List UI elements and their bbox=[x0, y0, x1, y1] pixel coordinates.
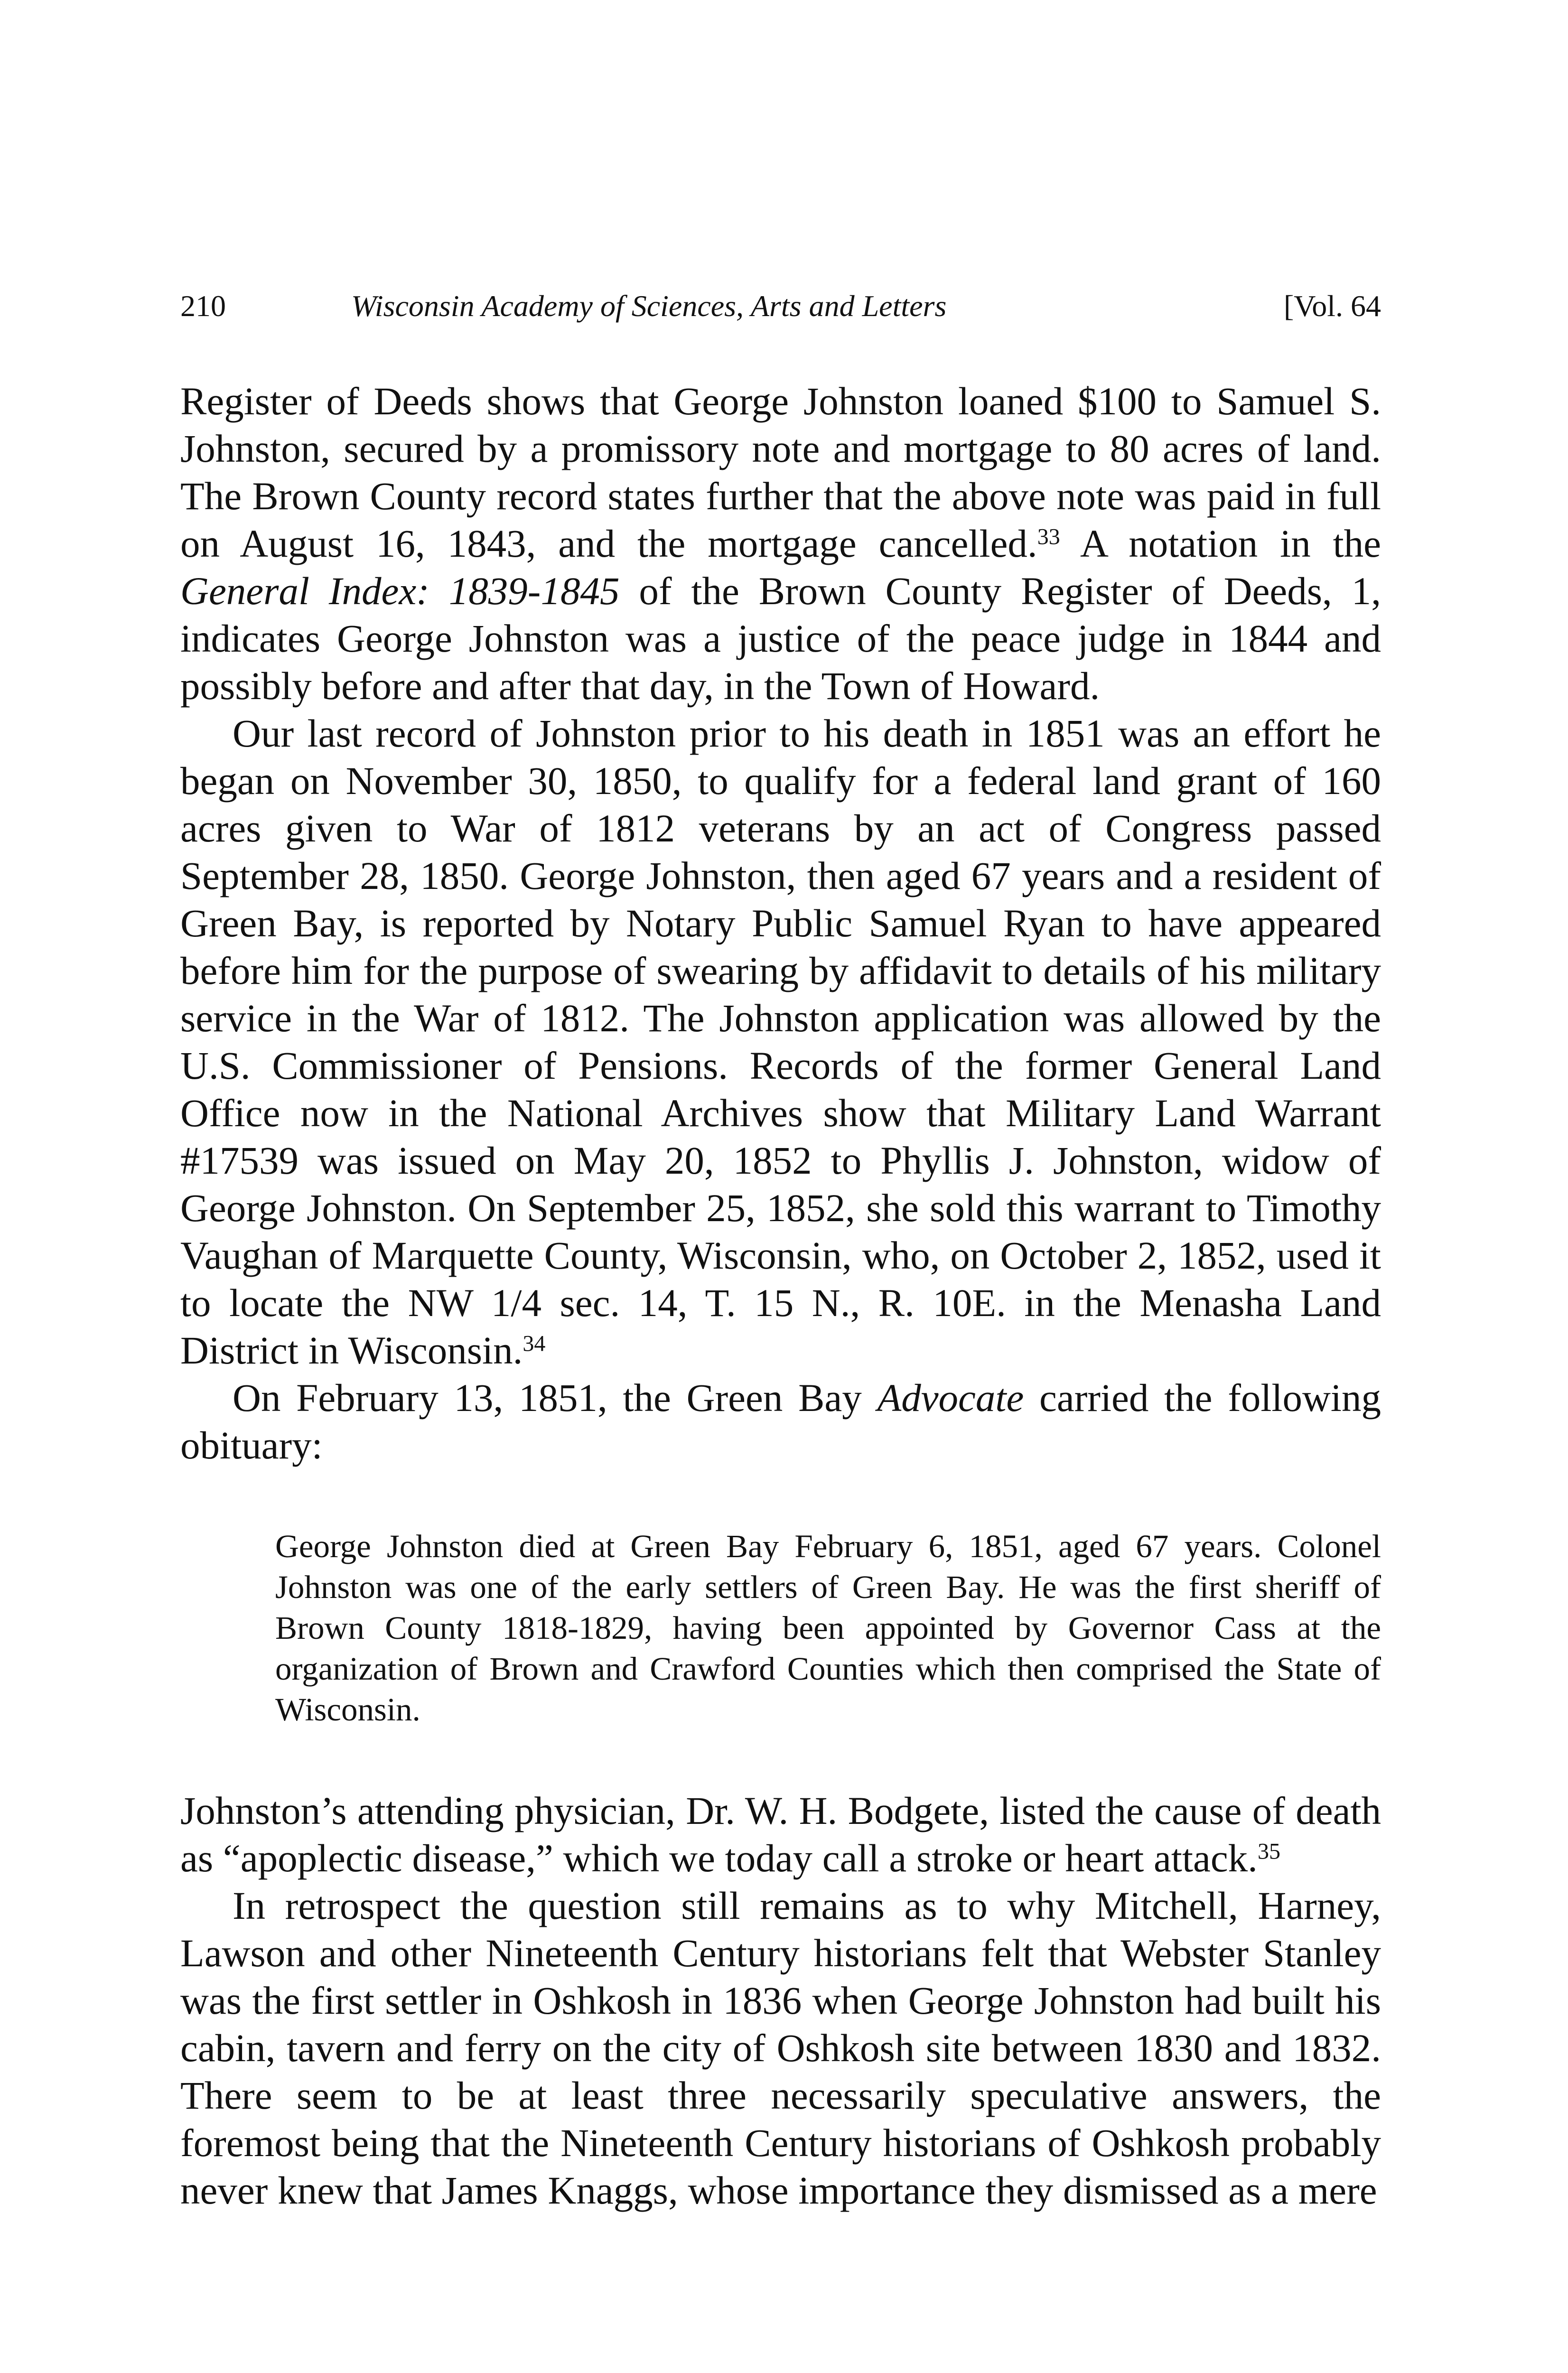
article-body bbox=[180, 377, 1381, 2214]
paragraph-land-grant bbox=[180, 710, 1381, 1374]
paragraph-text: A notation in the bbox=[1060, 522, 1381, 565]
footnote-marker-33: 33 bbox=[1037, 524, 1060, 550]
paragraph-obituary-intro bbox=[180, 1374, 1381, 1469]
paragraph-text: of the Brown County Register of Deeds, 1, indicates George Johnston was a justice of the peace judge in 1844 and possibly before and after that day, in the Town of Howard. bbox=[180, 569, 1381, 708]
paragraph-cause-of-death bbox=[180, 1787, 1381, 1882]
paragraph-retrospect: In retrospect the question still remains as to why Mitchell, Harney, Lawson and other Nineteenth Century historians felt that Webster Stanley was the first settler in Oshkosh in 1836 when George Johnston had built his cabin, tavern and ferry on the city of Oshkosh site between 1830 and 1832. There seem to be at least three necessarily speculative answers, the foremost being that the Nineteenth Century historians of Oshkosh probably never knew that James Knaggs, whose importance they dismissed as a mere bbox=[180, 1884, 1381, 2212]
paragraph-register-deeds bbox=[180, 377, 1381, 710]
volume-label: [Vol. 64 bbox=[1283, 289, 1381, 323]
page-number: 210 bbox=[180, 289, 226, 323]
paragraph-text: carried the following obituary: bbox=[180, 1376, 1381, 1467]
italic-index-title: General Index: 1839-1845 bbox=[180, 569, 620, 613]
italic-newspaper-title: Advocate bbox=[877, 1376, 1024, 1420]
footnote-marker-34: 34 bbox=[523, 1331, 546, 1356]
paragraph-text: Johnston’s attending physician, Dr. W. H. Bodgete, listed the cause of death as “apoplectic disease,” which we today call a stroke or heart attack. bbox=[180, 1789, 1381, 1880]
paragraph-text: Our last record of Johnston prior to his death in 1851 was an effort he began on November 30, 1850, to qualify for a federal land grant of 160 acres given to War of 1812 veterans by an act of Congress passed September 28, 1850. George Johnston, then aged 67 years and a resident of Green Bay, is reported by Notary Public Samuel Ryan to have appeared before him for the purpose of swearing by affidavit to details of his military service in the War of 1812. The Johnston application was allowed by the U.S. Commissioner of Pensions. Records of the former General Land Office now in the National Archives show that Military Land Warrant #17539 was issued on May 20, 1852 to Phyllis J. Johnston, widow of George Johnston. On September 25, 1852, she sold this warrant to Timothy Vaughan of Marquette County, Wisconsin, who, on October 2, 1852, used it to locate the NW 1/4 sec. 14, T. 15 N., R. 10E. in the Menasha Land District in Wisconsin. bbox=[180, 711, 1381, 1372]
footnote-marker-35: 35 bbox=[1257, 1839, 1280, 1864]
journal-title: Wisconsin Academy of Sciences, Arts and Letters bbox=[351, 289, 947, 323]
paragraph-text: Register of Deeds shows that George Johnston loaned $100 to Samuel S. Johnston, secured by a promissory note and mortgage to 80 acres of land. The Brown County record states further that the above note was paid in full on August 16, 1843, and the mortgage cancelled. bbox=[180, 379, 1381, 565]
running-head bbox=[180, 285, 1381, 327]
paragraph-text: On February 13, 1851, the Green Bay bbox=[233, 1376, 877, 1420]
obituary-blockquote: George Johnston died at Green Bay February 6, 1851, aged 67 years. Colonel Johnston was one of the early settlers of Green Bay. He was the first sheriff of Brown County 1818-1829, having been appointed by Governor Cass at the organization of Brown and Crawford Counties which then comprised the State of Wisconsin. bbox=[275, 1528, 1381, 1728]
